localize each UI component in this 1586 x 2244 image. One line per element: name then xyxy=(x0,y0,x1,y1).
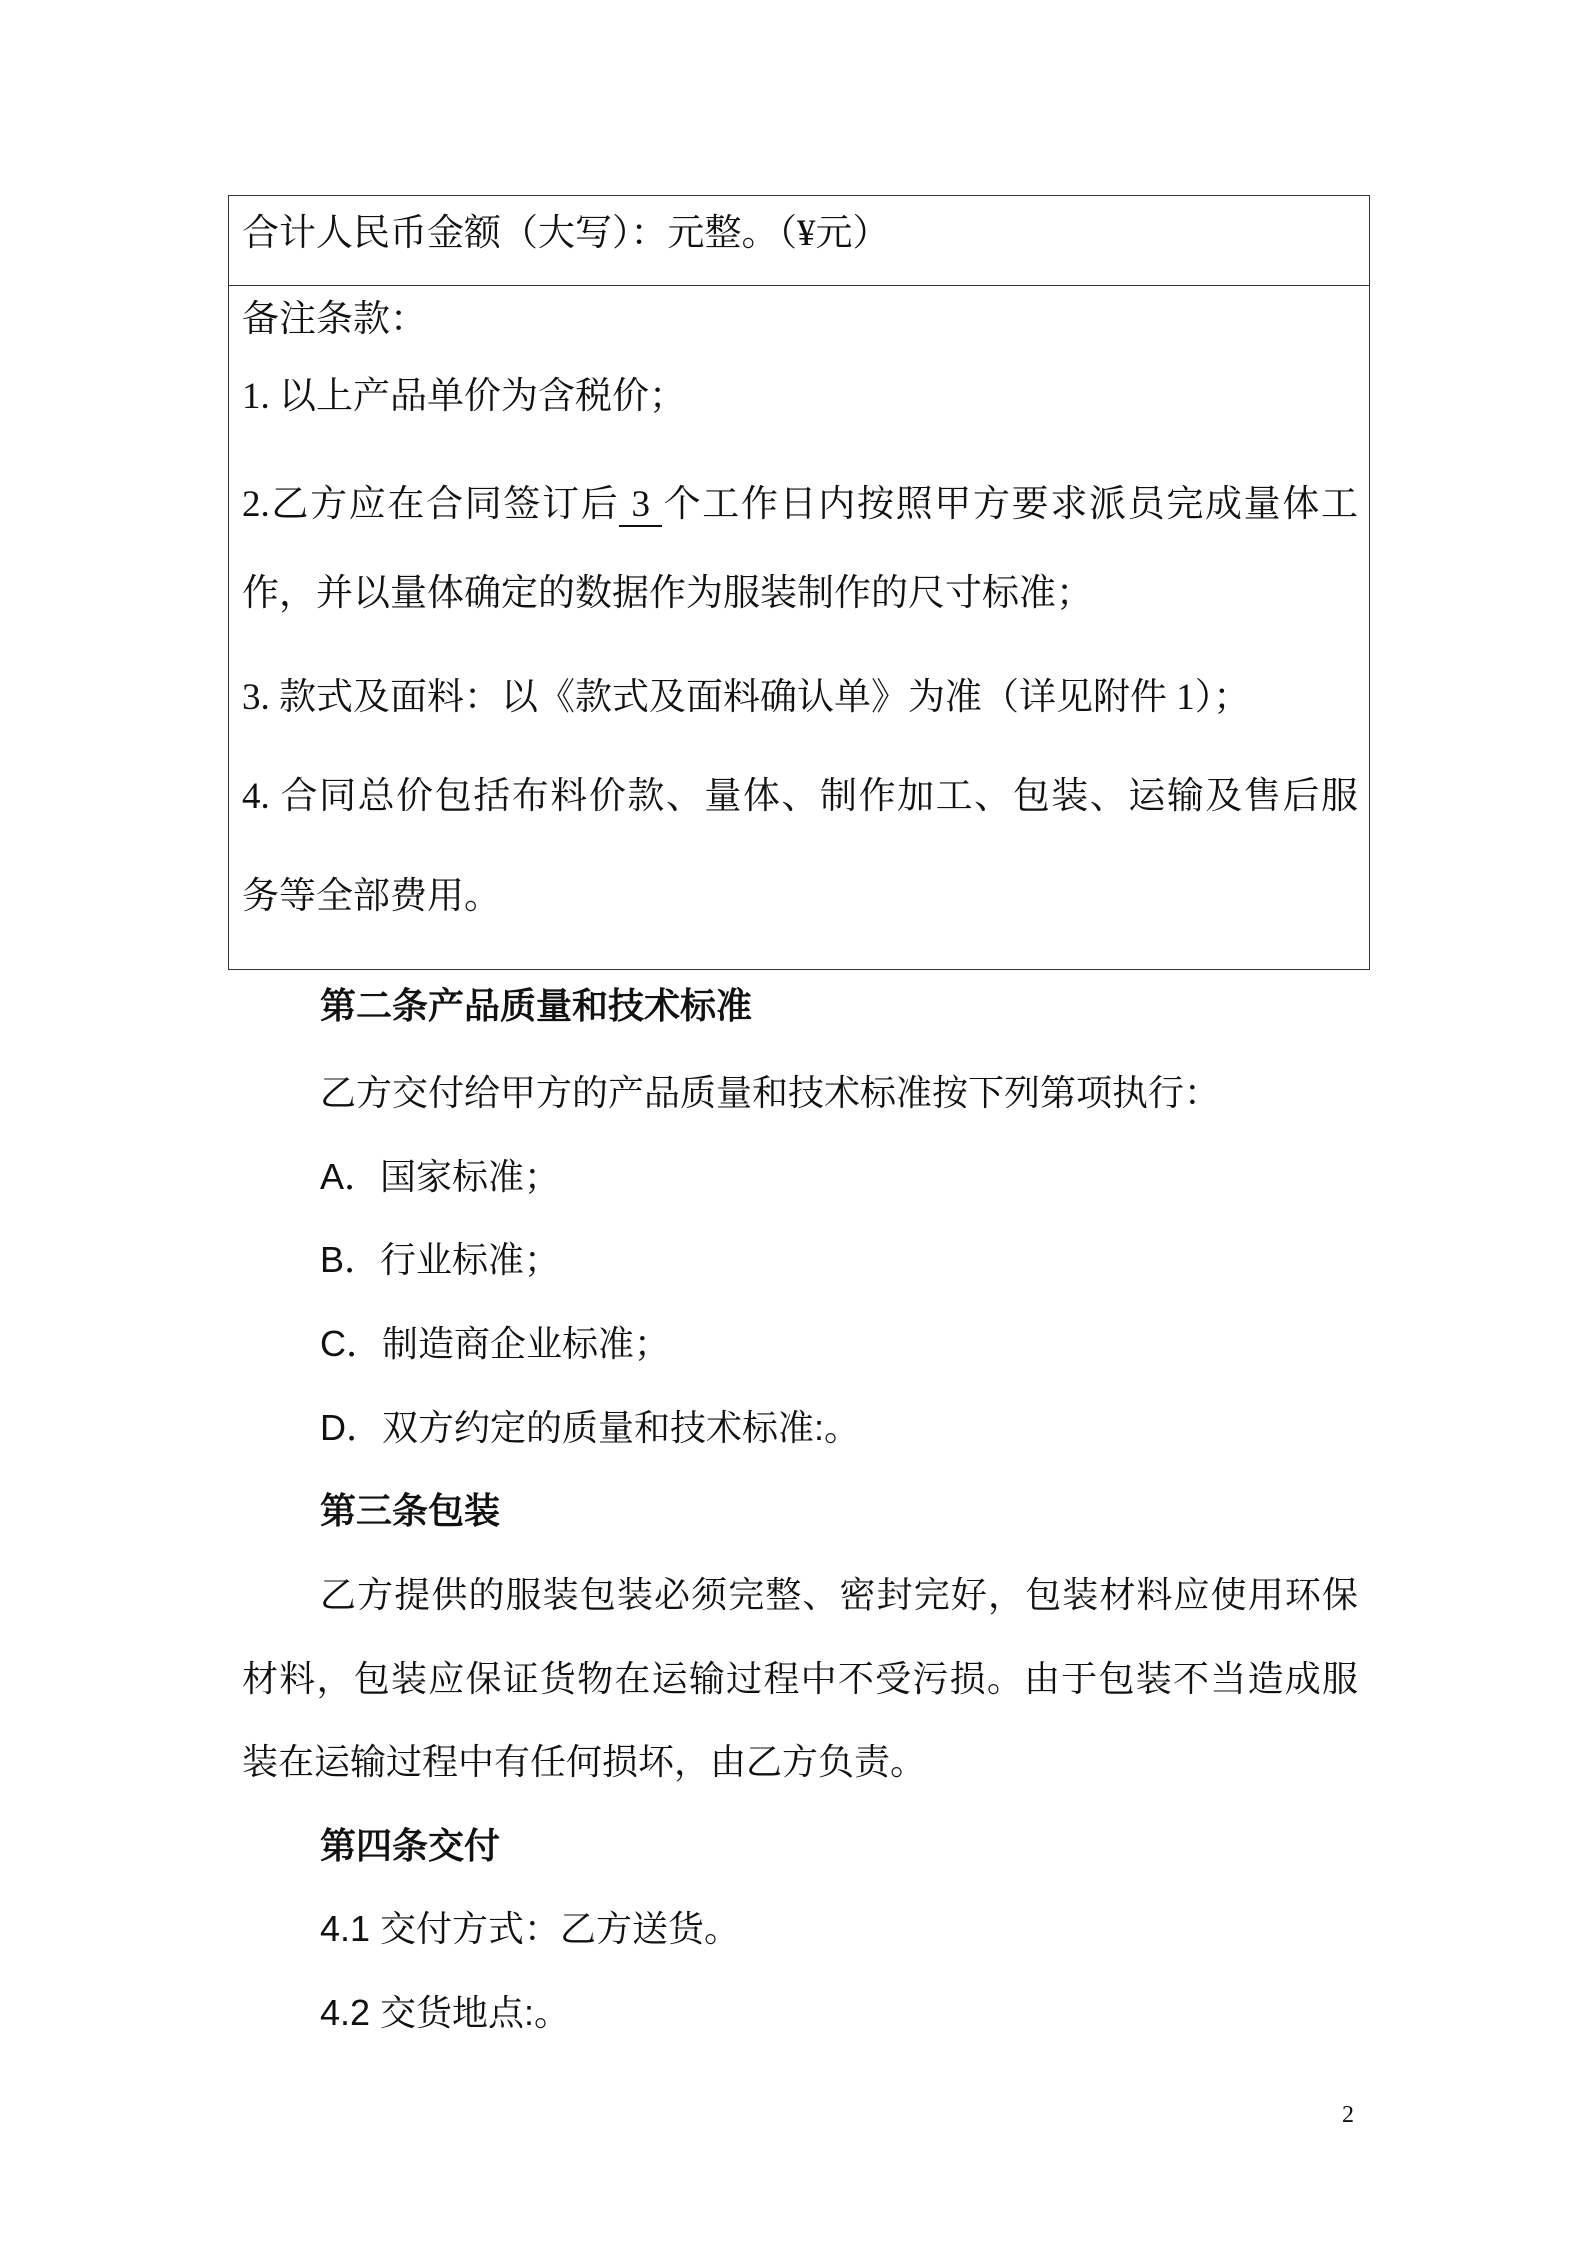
remark-item-2-prefix: 2.乙方应在合同签订后 xyxy=(242,484,620,525)
section-2-heading: 第二条产品质量和技术标准 xyxy=(320,985,753,1026)
standard-option-d: D．双方约定的质量和技术标准:。 xyxy=(320,1407,861,1448)
section-2-intro: 乙方交付给甲方的产品质量和技术标准按下列第项执行： xyxy=(320,1072,1221,1113)
total-amount-row: 合计人民币金额（大写）：元整。（¥元） xyxy=(242,213,890,254)
remark-item-4-line-1: 4. 合同总价包括布料价款、量体、制作加工、包装、运输及售后服 xyxy=(242,776,1358,817)
delivery-method: 4.1 交付方式：乙方送货。 xyxy=(320,1908,741,1949)
measurement-days-blank: 3 xyxy=(619,485,662,527)
page-number: 2 xyxy=(1342,2102,1354,2128)
remark-item-2-suffix: 个工作日内按照甲方要求派员完成量体工 xyxy=(661,484,1359,525)
remark-item-2-line-1 xyxy=(242,480,1358,530)
packaging-line-1: 乙方提供的服装包装必须完整、密封完好，包装材料应使用环保 xyxy=(320,1574,1358,1615)
delivery-location: 4.2 交货地点:。 xyxy=(320,1992,571,2033)
remark-item-2-line-2: 作，并以量体确定的数据作为服装制作的尺寸标准； xyxy=(242,573,1093,614)
section-3-heading: 第三条包装 xyxy=(320,1490,501,1531)
standard-option-c: C．制造商企业标准； xyxy=(320,1323,670,1364)
remarks-title: 备注条款： xyxy=(242,299,427,340)
packaging-line-2: 材料，包装应保证货物在运输过程中不受污损。由于包装不当造成服 xyxy=(242,1658,1358,1699)
remark-item-1: 1. 以上产品单价为含税价； xyxy=(242,376,686,417)
remark-item-3: 3. 款式及面料：以《款式及面料确认单》为准（详见附件 1）； xyxy=(242,677,1251,718)
standard-option-b: B．行业标准； xyxy=(320,1239,561,1280)
remark-item-4-line-2: 务等全部费用。 xyxy=(242,876,501,917)
table-row-divider xyxy=(229,285,1369,286)
packaging-line-3: 装在运输过程中有任何损坏，由乙方负责。 xyxy=(242,1741,927,1782)
standard-option-a: A．国家标准； xyxy=(320,1156,561,1197)
section-4-heading: 第四条交付 xyxy=(320,1825,501,1866)
